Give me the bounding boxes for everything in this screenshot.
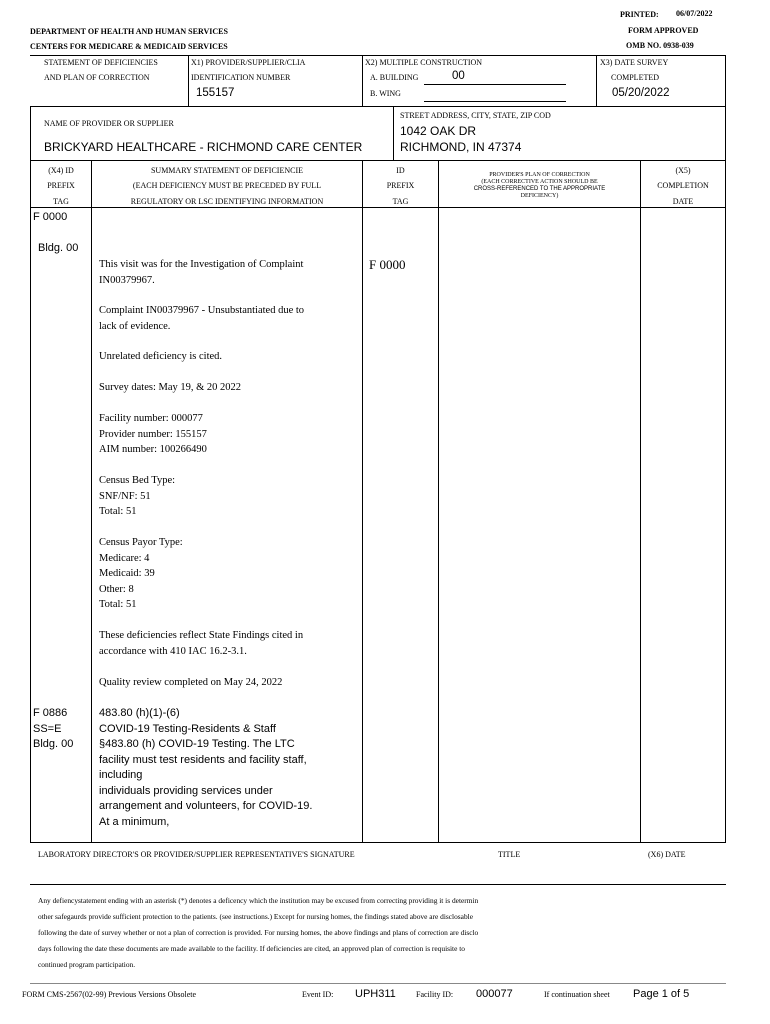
prefix-bldg: Bldg. 00 xyxy=(38,242,79,254)
disclaimer-line-1: Any defiencystatement ending with an asterisk (*) denotes a deficency which the institution may be excused from correcting providing it is determin xyxy=(38,896,479,905)
top-box-bottom-rule xyxy=(30,106,726,107)
paragraph-complaint: Complaint IN00379967 - Unsubstantiated due to lack of evidence. xyxy=(99,305,305,332)
top-box-rule xyxy=(30,55,726,56)
x5-header-2: COMPLETION xyxy=(657,181,709,190)
x4-header: (X4) ID xyxy=(48,166,74,175)
grid-bottom-rule xyxy=(30,842,726,843)
signature-row-rule xyxy=(30,884,726,885)
provider-box-left xyxy=(30,106,31,160)
prefix-tag-f0000: F 0000 xyxy=(33,211,68,223)
top-box-divider xyxy=(596,55,597,106)
paragraph-survey-dates: Survey dates: May 19, & 20 2022 xyxy=(99,382,242,393)
x4-header-3: TAG xyxy=(53,197,69,206)
paragraph-quality-review: Quality review completed on May 24, 2022 xyxy=(99,677,283,688)
id-header: ID xyxy=(396,166,405,175)
plan-header-2: (EACH CORRECTIVE ACTION SHOULD BE xyxy=(481,179,598,185)
printed-date: 06/07/2022 xyxy=(676,9,713,18)
continuation-label: If continuation sheet xyxy=(544,990,610,999)
page-number: Page 1 of 5 xyxy=(633,988,690,1000)
paragraph-unrelated: Unrelated deficiency is cited. xyxy=(99,351,223,362)
wing-label: B. WING xyxy=(370,89,401,98)
x1-label: X1) PROVIDER/SUPPLIER/CLIA xyxy=(191,58,306,67)
form-approved: FORM APPROVED xyxy=(628,26,699,35)
x1-label-2: IDENTIFICATION NUMBER xyxy=(191,73,291,82)
director-signature-label: LABORATORY DIRECTOR'S OR PROVIDER/SUPPLIER REPRESENTATIVE'S SIGNATURE xyxy=(38,850,355,859)
column-header-bottom-rule xyxy=(30,207,726,208)
x5-header: (X5) xyxy=(675,166,691,175)
centers-title: CENTERS FOR MEDICARE & MEDICAID SERVICES xyxy=(30,42,228,51)
disclaimer-line-3: following the date of survey whether or not a plan of correction is provided. For nursing homes, the above findings and plans of correction are disclo xyxy=(38,928,479,937)
address-label: STREET ADDRESS, CITY, STATE, ZIP COD xyxy=(400,111,551,120)
x5-header-3: DATE xyxy=(672,197,694,206)
survey-date-value: 05/20/2022 xyxy=(612,87,670,99)
top-box-divider xyxy=(725,55,726,106)
x2-label: X2) MULTIPLE CONSTRUCTION xyxy=(365,58,483,67)
prefix-tag-f0886: F 0886 SS=E Bldg. 00 xyxy=(33,707,74,750)
summary-header: SUMMARY STATEMENT OF DEFICIENCIE xyxy=(150,166,304,175)
grid-line-prefix xyxy=(91,160,92,843)
wing-underline xyxy=(424,101,566,102)
printed-label: PRINTED: xyxy=(620,10,659,19)
provider-id-value: 155157 xyxy=(196,87,235,99)
title-label: TITLE xyxy=(498,850,521,859)
statement-label-2: AND PLAN OF CORRECTION xyxy=(44,73,150,82)
address-line-2: RICHMOND, IN 47374 xyxy=(400,140,522,154)
x3-label: X3) DATE SURVEY xyxy=(600,58,669,67)
x6-date-label: (X6) DATE xyxy=(648,850,686,859)
paragraph-visit: This visit was for the Investigation of Complaint IN00379967. xyxy=(99,259,304,286)
building-underline xyxy=(424,84,566,85)
x4-header-2: PREFIX xyxy=(47,181,75,190)
plan-header-4: DEFICIENCY) xyxy=(520,193,559,199)
grid-line-plan xyxy=(640,160,641,843)
id-header-3: TAG xyxy=(392,197,409,206)
provider-box-divider xyxy=(393,106,394,160)
provider-box-bottom-rule xyxy=(30,160,726,161)
building-label: A. BUILDING xyxy=(370,73,419,82)
summary-header-2: (EACH DEFICIENCY MUST BE PRECEDED BY FULL xyxy=(132,181,322,190)
address-line-1: 1042 OAK DR xyxy=(400,124,477,138)
form-number: FORM CMS-2567(02-99) Previous Versions Obsolete xyxy=(22,990,197,999)
statement-label: STATEMENT OF DEFICIENCIES xyxy=(44,58,158,67)
disclaimer-line-4: days following the date these documents are made available to the facility. If deficiencies are cited, an approved plan of correction is requisite to xyxy=(38,944,465,953)
paragraph-f0886-regulation: 483.80 (h)(1)-(6) COVID-19 Testing-Residents & Staff §483.80 (h) COVID-19 Testing. The LTC facility must test residents and facility staff, including individuals providing services under arrangement and volunteers, for COVID-19. At a minimum, xyxy=(99,707,313,828)
grid-line-left xyxy=(30,160,31,843)
paragraph-state-findings: These deficiencies reflect State Findings cited in accordance with 410 IAC 16.2-3.1. xyxy=(99,630,304,657)
facility-id-label: Facility ID: xyxy=(416,990,454,999)
footer-rule xyxy=(30,983,726,984)
id-header-2: PREFIX xyxy=(386,181,415,190)
facility-id-value: 000077 xyxy=(476,988,513,1000)
event-id-value: UPH311 xyxy=(355,988,396,1000)
paragraph-census-payor: Census Payor Type: Medicare: 4 Medicaid: 39 Other: 8 Total: 51 xyxy=(99,537,183,610)
disclaimer-line-2: other safegaurds provide sufficient protection to the patients. (see instructions.) Except for nursing homes, the findings stated above are disclosable xyxy=(38,912,473,921)
provider-box-right xyxy=(725,106,726,160)
paragraph-census-bed: Census Bed Type: SNF/NF: 51 Total: 51 xyxy=(99,475,176,517)
provider-name-label: NAME OF PROVIDER OR SUPPLIER xyxy=(44,119,174,128)
grid-line-id xyxy=(438,160,439,843)
disclaimer-line-5: continued program participation. xyxy=(38,960,136,969)
summary-header-3: REGULATORY OR LSC IDENTIFYING INFORMATION xyxy=(130,197,324,206)
department-title: DEPARTMENT OF HEALTH AND HUMAN SERVICES xyxy=(30,27,228,36)
provider-name-value: BRICKYARD HEALTHCARE - RICHMOND CARE CENTER xyxy=(44,140,363,154)
event-id-label: Event ID: xyxy=(302,990,334,999)
building-value: 00 xyxy=(452,70,465,82)
plan-header: PROVIDER'S PLAN OF CORRECTION xyxy=(489,172,590,178)
plan-header-3: CROSS-REFERENCED TO THE APPROPRIATE xyxy=(473,186,606,192)
grid-line-right xyxy=(725,160,726,843)
top-box-divider xyxy=(362,55,363,106)
omb-number: OMB NO. 0938-039 xyxy=(626,41,694,50)
id-tag-f0000: F 0000 xyxy=(369,257,406,272)
paragraph-facility-numbers: Facility number: 000077 Provider number: 155157 AIM number: 100266490 xyxy=(99,413,207,455)
x3-label-2: COMPLETED xyxy=(611,73,659,82)
top-box-divider xyxy=(188,55,189,106)
